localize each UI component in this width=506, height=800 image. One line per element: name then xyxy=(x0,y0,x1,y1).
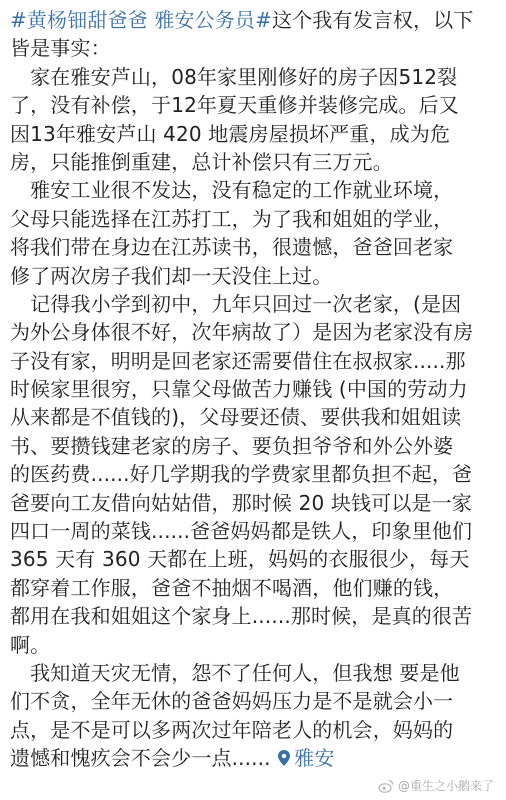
text-line xyxy=(10,63,498,91)
text-line xyxy=(10,347,498,375)
text-segment: 父母只能选择在江苏打工，为了我和姐姐的学业， xyxy=(10,206,454,231)
text-segment: 点，是不是可以多两次过年陪老人的机会，妈妈的 xyxy=(10,717,454,742)
text-segment: 子没有家，明明是回老家还需要借住在叔叔家.....那 xyxy=(10,348,466,373)
text-line xyxy=(10,91,498,119)
watermark xyxy=(378,777,494,794)
text-segment: 家在雅安芦山，08年家里刚修好的房子因512裂 xyxy=(10,64,458,89)
text-segment: 了，没有补偿，于12年夏天重修并装修完成。后又 xyxy=(10,93,459,118)
text-line xyxy=(10,205,498,233)
text-segment: 爸要向工友借向姑姑借，那时候 20 块钱可以是一家 xyxy=(10,490,472,515)
text-segment: 啊。 xyxy=(10,632,51,657)
text-line xyxy=(10,545,498,573)
text-line xyxy=(10,432,498,460)
text-segment: 因13年雅安芦山 420 地震房屋损坏严重，成为危 xyxy=(10,121,451,146)
text-line xyxy=(10,233,498,261)
text-line xyxy=(10,602,498,630)
text-segment: 我知道天灾无情，怨不了任何人，但我想 要是他 xyxy=(10,660,460,685)
text-line xyxy=(10,6,498,34)
text-segment: 们不贪，全年无休的爸爸妈妈压力是不是就会小一 xyxy=(10,689,454,714)
text-line xyxy=(10,262,498,290)
text-segment: 将我们带在身边在江苏读书，很遗憾，爸爸回老家 xyxy=(10,235,454,260)
text-segment: 书、要攒钱建老家的房子、要负担爷爷和外公外婆 xyxy=(10,433,454,458)
text-segment: 为外公身体很不好，次年病故了）是因为老家没有房 xyxy=(10,320,474,345)
text-line xyxy=(10,148,498,176)
text-segment: 从来都是不值钱的)，父母要还债、要供我和姐姐读 xyxy=(10,405,462,430)
text-segment: 时候家里很穷，只靠父母做苦力赚钱 (中国的劳动力 xyxy=(10,377,468,402)
text-line xyxy=(10,631,498,659)
text-line xyxy=(10,517,498,545)
text-segment: 四口一周的菜钱......爸爸妈妈都是铁人，印象里他们 xyxy=(10,519,473,544)
text-segment: 记得我小学到初中，九年只回过一次老家，(是因 xyxy=(10,291,462,316)
text-line xyxy=(10,460,498,488)
weibo-logo-icon xyxy=(378,778,394,794)
text-segment: 365 天有 360 天都在上班，妈妈的衣服很少，每天 xyxy=(10,547,470,572)
text-line xyxy=(10,120,498,148)
location-pin-icon xyxy=(277,749,291,767)
text-line xyxy=(10,687,498,715)
text-segment: 都用在我和姐姐这个家身上......那时候，是真的很苦 xyxy=(10,604,473,629)
text-segment: 皆是事实： xyxy=(10,36,111,61)
watermark-text: @重生之小鹅来了 xyxy=(397,779,494,793)
post-body xyxy=(10,6,498,773)
text-line xyxy=(10,318,498,346)
text-segment: 都穿着工作服，爸爸不抽烟不喝酒，他们赚的钱， xyxy=(10,575,454,600)
text-segment: 这个我有发言权，以下 xyxy=(271,8,474,32)
hashtag-link[interactable]: #黄杨钿甜爸爸 雅安公务员# xyxy=(10,8,272,32)
text-segment: 遗憾和愧疚会不会少一点...... xyxy=(10,746,278,771)
text-segment: 房，只能推倒重建，总计补偿只有三万元。 xyxy=(10,149,393,174)
text-line xyxy=(10,574,498,602)
text-line xyxy=(10,403,498,431)
text-segment: 的医药费......好几学期我的学费家里都负担不起，爸 xyxy=(10,462,473,487)
text-line xyxy=(10,34,498,62)
text-segment: 修了两次房子我们却一天没住上过。 xyxy=(10,263,333,288)
text-line xyxy=(10,290,498,318)
text-line xyxy=(10,659,498,687)
text-line xyxy=(10,176,498,204)
location-link[interactable]: 雅安 xyxy=(294,746,335,771)
text-line xyxy=(10,375,498,403)
text-line xyxy=(10,716,498,744)
text-line xyxy=(10,489,498,517)
text-line xyxy=(10,744,498,772)
text-segment: 雅安工业很不发达，没有稳定的工作就业环境， xyxy=(10,178,454,203)
